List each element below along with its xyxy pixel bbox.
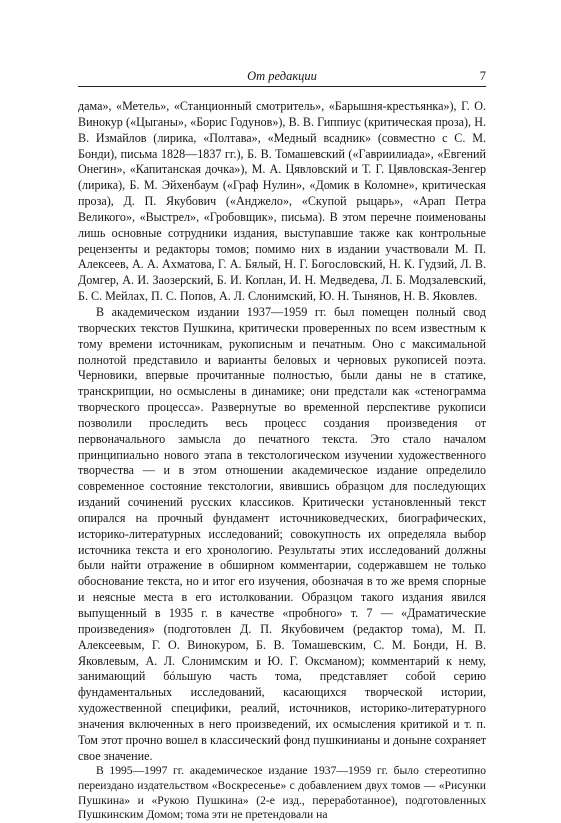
paragraph-academic-edition: В академическом издании 1937—1959 гг. был помещен полный свод творческих текстов Пушкина, критически проверенных по всем известным к тому времени источникам, рукописным и печатным. Оно с максимальной полнотой представило и варианты беловых и черновых рукописей поэта. Черновики, впервые прочитанные полностью, были даны не в статике, транскрипции, но осмыслены в динамике; они предстали как «стенограмма творческого процесса». Развернутые во временной перспективе рукописи позволили проследить весь процесс создания произведения от первоначального замысла до печатного текста. Это стало началом принципиально нового этапа в текстологическом изучении художественного творчества — и в этом отношении академическое издание определило современное состояние текстологии, явившись образцом для последующих изданий сочинений русских классиков. Критически установленный текст опирался на прочный фундамент источниковедческих, биографических, историко-литературных исследований; совокупность их определяла выбор источника текста и его хронологию. Результаты этих исследований должны были найти отражение в обширном комментарии, содержавшем не только обоснование текста, но и итог его изучения, обозначая в то же время спорные и неясные места в его истолковании. Образцом такого издания явился выпущенный в 1935 г. в качестве «пробного» т. 7 — «Драматические произведения» (подготовлен Д. П. Якубовичем (редактор тома), М. П. Алексеевым, Г. О. Винокуром, Б. В. Томашевским, С. М. Бонди, Н. В. Яковлевым, А. Л. Слонимским и Ю. Г. Оксманом); комментарий к нему, занимающий бóльшую часть тома, представляет собой серию фундаментальных исследований, касающихся творческой истории, художественной специфики, реалий, источников, историко-литературного значения включенных в него произведений, их осмысления критикой и т. п. Том этот прочно вошел в классический фонд пушкинианы и доныне сохраняет свое значение. [78,304,486,763]
running-title: От редакции [247,69,317,83]
body-text [78,99,486,823]
running-head [78,67,486,85]
paragraph-contributors: дама», «Метель», «Станционный смотритель», «Барышня-крестьянка»), Г. О. Винокур («Цыганы», «Борис Годунов»), В. В. Гиппиус (критическая проза), Н. В. Измайлов (лирика, «Полтава», «Медный всадник» (совместно с С. М. Бонди), письма 1828—1837 гг.), Б. В. Томашевский («Гавриилиада», «Евгений Онегин», «Капитанская дочка»), М. А. Цявловский и Т. Г. Цявловская-Зенгер (лирика), Б. М. Эйхенбаум («Граф Нулин», «Домик в Коломне», критическая проза), Д. П. Якубович («Анджело», «Скупой рыцарь», «Арап Петра Великого», «Выстрел», «Гробовщик», письма). В этом перечне поименованы лишь основные сотрудники издания, выступавшие также как контрольные рецензенты и редакторы томов; помимо них в издании участвовали М. П. Алексеев, А. А. Ахматова, Г. А. Бялый, Н. Г. Богословский, Н. К. Гудзий, Л. В. Домгер, А. И. Заозерский, Б. И. Коплан, И. Н. Медведева, Л. Б. Модзалевский, Б. С. Мейлах, П. С. Попов, А. Л. Слонимский, Ю. Н. Тынянов, Н. В. Яковлев. [78,99,486,304]
page-number: 7 [479,69,486,83]
header-rule [78,86,486,87]
paragraph-reprint: В 1995—1997 гг. академическое издание 1937—1959 гг. было стереотипно переиздано издательством «Воскресенье» с добавлением двух томов — «Рисунки Пушкина» и «Рукою Пушкина» (2-е изд., переработанное), подготовленных Пушкинским Домом; тома эти не претендовали на [78,764,486,822]
